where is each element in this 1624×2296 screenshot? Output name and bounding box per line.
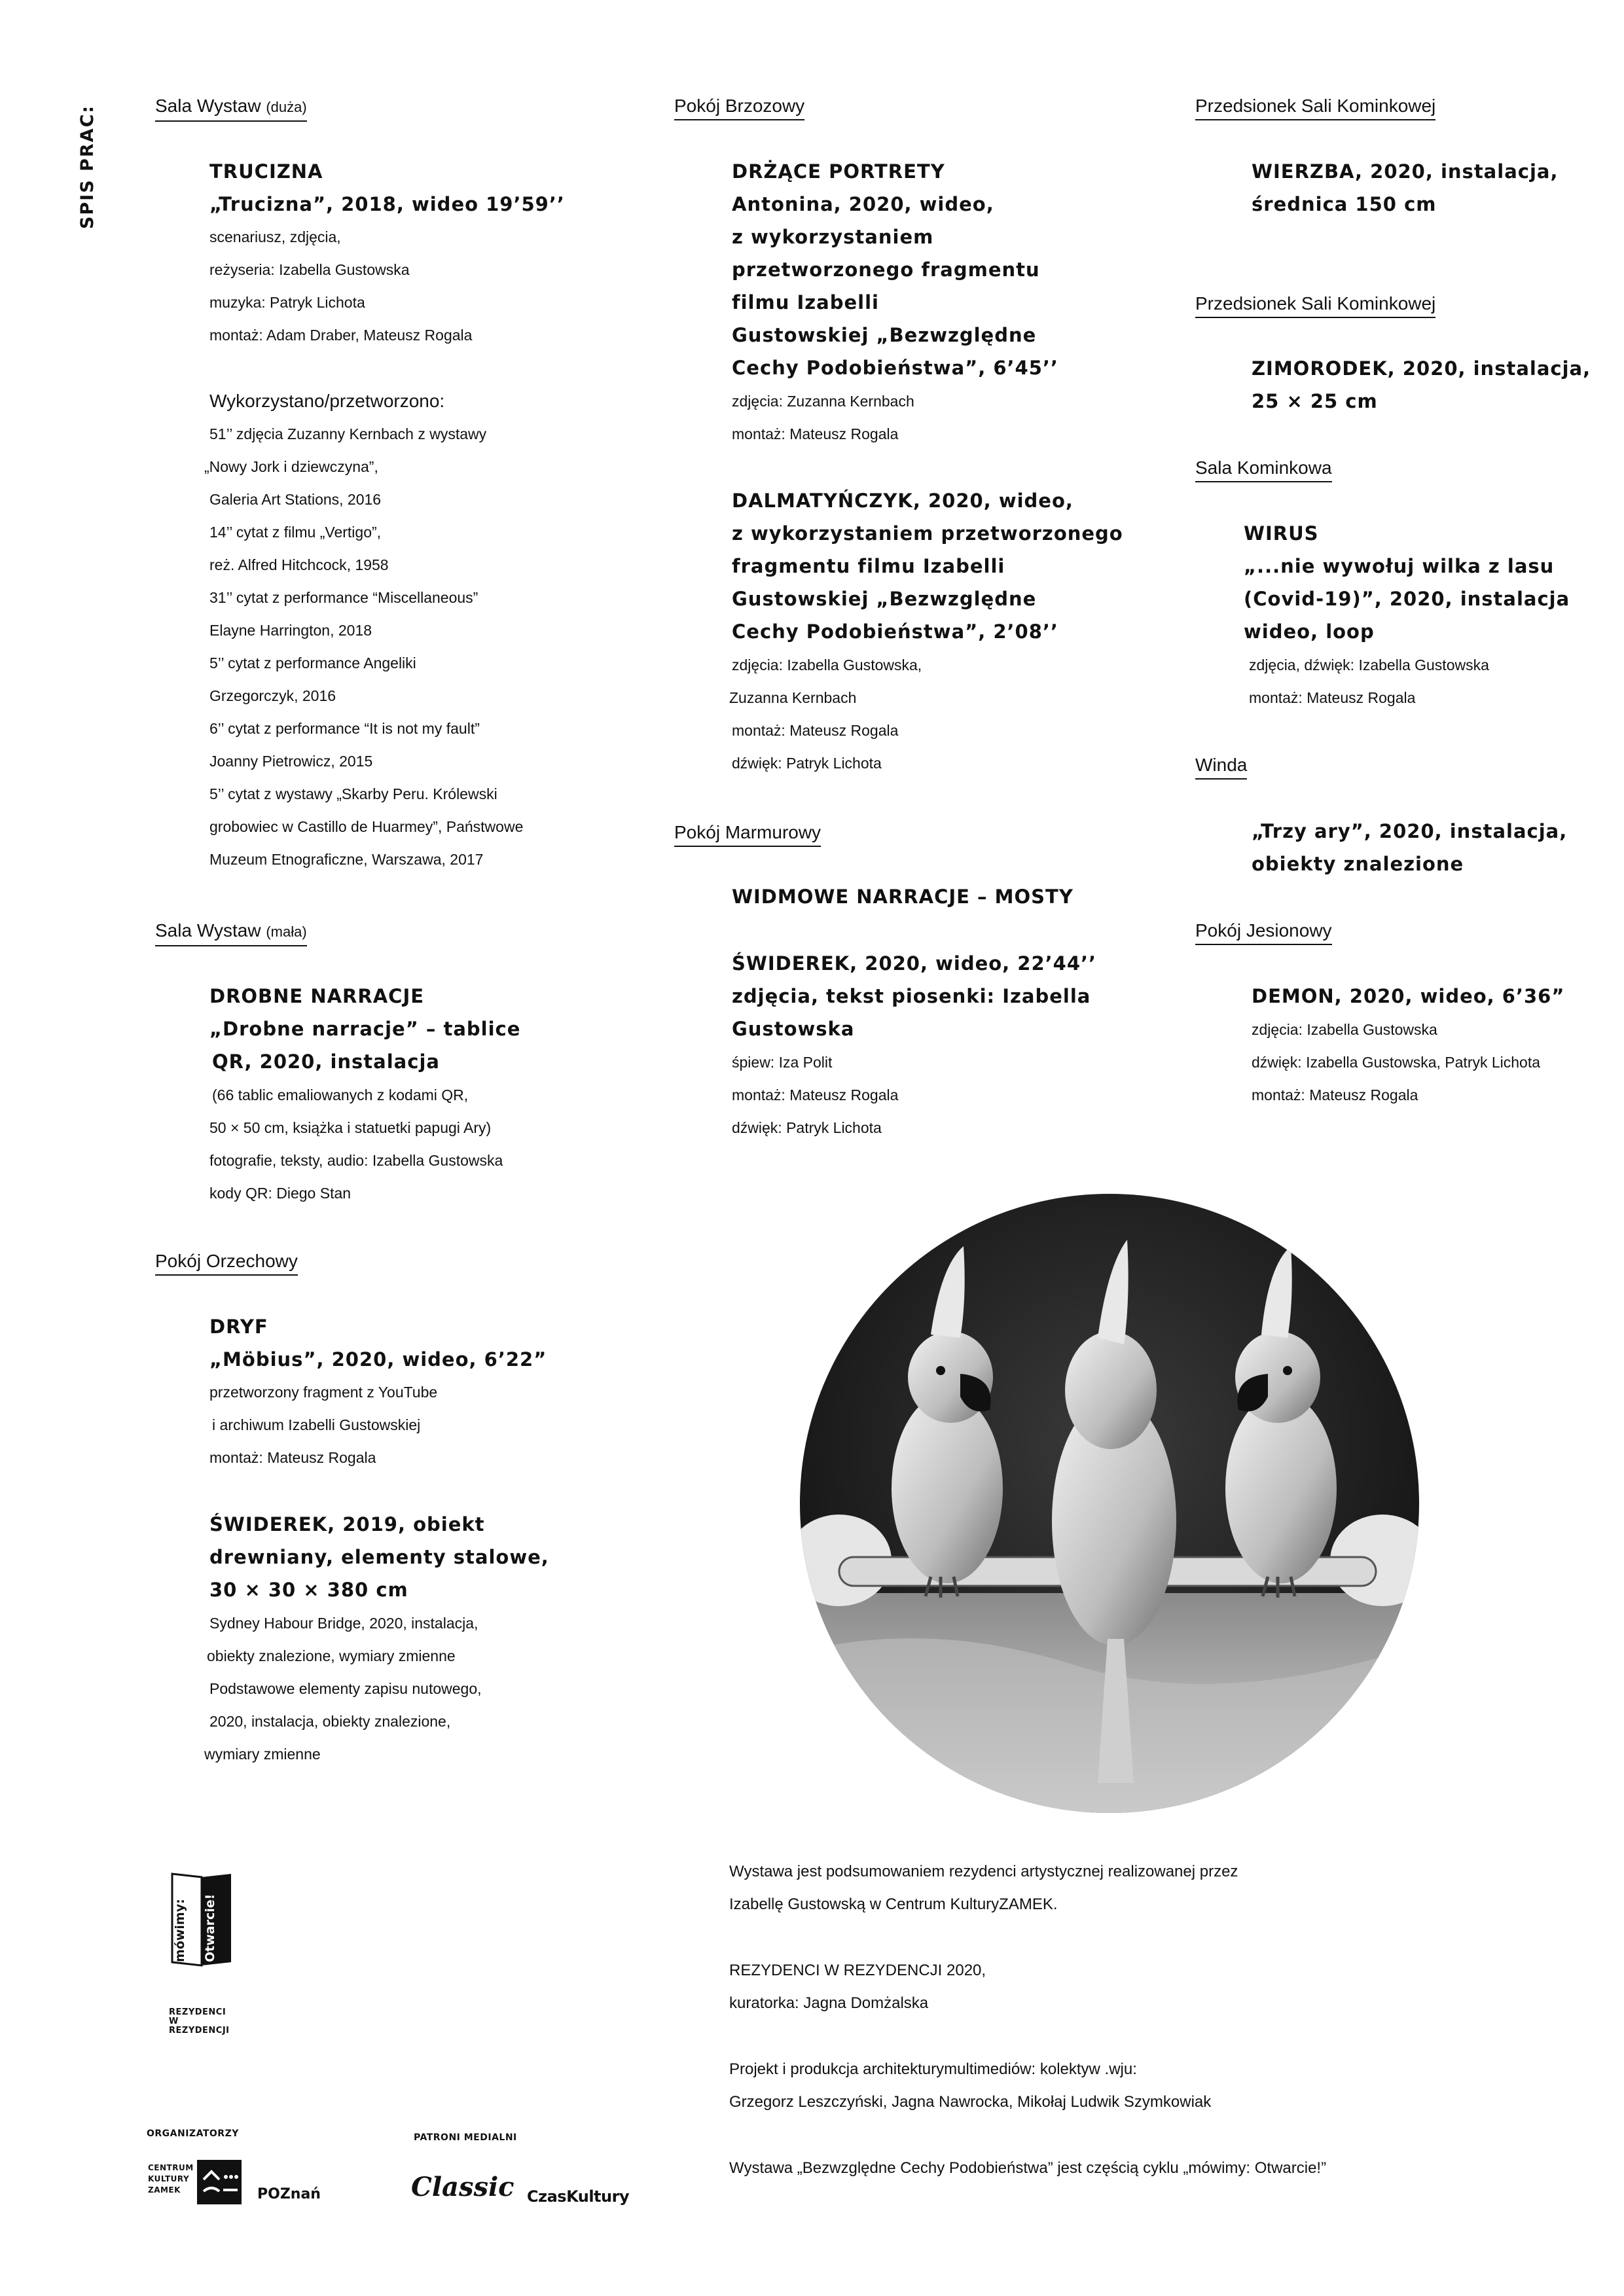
section-heading: Pokój Jesionowy [1195,920,1332,945]
work-title: DALMATYŃCZYK, 2020, wideo, [732,490,1074,512]
work-title: „Drobne narracje” – tablice [209,1018,521,1040]
credit-line: przetworzony fragment z YouTube [209,1384,438,1401]
classic-logo: Classic [411,2172,514,2202]
footer-line: REZYDENCI W REZYDENCJI 2020, [729,1962,986,1979]
footer-line: Wystawa jest podsumowaniem rezydenci artystycznej realizowanej przez [729,1863,1238,1880]
section-heading: Przedsionek Sali Kominkowej [1195,95,1435,120]
work-title: drewniany, elementy stalowe, [209,1546,549,1568]
credit-line: zdjęcia: Izabella Gustowska, [732,656,922,673]
used-line: „Nowy Jork i dziewczyna”, [204,458,378,475]
parrots-illustration [800,1194,1419,1813]
used-line: Grzegorczyk, 2016 [209,687,336,704]
used-line: Galeria Art Stations, 2016 [209,491,382,508]
work-title: „Möbius”, 2020, wideo, 6’22” [209,1348,547,1371]
organizers-label: ORGANIZATORZY [147,2128,239,2139]
credit-line: fotografie, teksty, audio: Izabella Gustowska [209,1152,503,1169]
work-title: ZIMORODEK, 2020, instalacja, [1252,357,1591,380]
credit-line: montaż: Mateusz Rogala [732,425,899,442]
work-head: WIDMOWE NARRACJE – MOSTY [732,886,1074,908]
footer-line: Grzegorz Leszczyński, Jagna Nawrocka, Mikołaj Ludwik Szymkowiak [729,2093,1212,2111]
work-head: TRUCIZNA [209,160,323,183]
work-title: przetworzonego fragmentu [732,259,1040,281]
used-line: 14’’ cytat z filmu „Vertigo”, [209,524,382,541]
credit-line: montaż: Mateusz Rogala [732,722,899,739]
work-head: DRŻĄCE PORTRETY [732,160,945,183]
section-heading: Pokój Marmurowy [674,821,821,847]
used-line: 5’’ cytat z wystawy „Skarby Peru. Królewski [209,785,497,802]
credit-line: montaż: Mateusz Rogala [732,1086,899,1103]
rezydenci-logo: REZYDENCI W REZYDENCJI [169,2007,230,2036]
work-title: „Trucizna”, 2018, wideo 19’59’’ [209,193,565,215]
work-head: DRYF [209,1316,268,1338]
work-title: „...nie wywołuj wilka z lasu [1244,555,1555,577]
mowimy-otwarcie-logo: mówimy: Otwarcie! [169,1871,234,1969]
work-title: ŚWIDEREK, 2019, obiekt [209,1513,485,1535]
credit-line: montaż: Mateusz Rogala [1249,689,1416,706]
credit-line: Podstawowe elementy zapisu nutowego, [209,1680,482,1697]
credit-line: montaż: Adam Draber, Mateusz Rogala [209,327,473,344]
credit-line: 2020, instalacja, obiekty znalezione, [209,1713,451,1730]
used-line: Joanny Pietrowicz, 2015 [209,753,373,770]
credit-line: muzyka: Patryk Lichota [209,294,365,311]
used-line: 51’’ zdjęcia Zuzanny Kernbach z wystawy [209,425,487,442]
credit-line: reżyseria: Izabella Gustowska [209,261,410,278]
work-title: (Covid-19)”, 2020, instalacja [1244,588,1570,610]
work-title: Cechy Podobieństwa”, 6’45’’ [732,357,1058,379]
work-title: Cechy Podobieństwa”, 2’08’’ [732,620,1058,643]
used-line: 6’’ cytat z performance “It is not my fault” [209,720,480,737]
section-heading: Sala Kominkowa [1195,457,1332,482]
section-heading: Pokój Orzechowy [155,1250,298,1276]
credit-line: i archiwum Izabelli Gustowskiej [212,1416,421,1433]
credit-line: dźwięk: Patryk Lichota [732,755,882,772]
used-line: grobowiec w Castillo de Huarmey”, Państwowe [209,818,524,835]
credit-line: zdjęcia: Izabella Gustowska [1252,1021,1437,1038]
used-line: 5’’ cytat z performance Angeliki [209,655,416,672]
section-heading: Sala Wystaw (duża) [155,95,307,122]
work-title: DEMON, 2020, wideo, 6’36” [1252,985,1565,1007]
work-title: QR, 2020, instalacja [212,1050,440,1073]
parrots-photo [800,1194,1419,1813]
work-title: Gustowskiej „Bezwzględne [732,588,1037,610]
credit-line: Zuzanna Kernbach [729,689,857,706]
work-title: ŚWIDEREK, 2020, wideo, 22’44’’ [732,952,1097,975]
credit-line: zdjęcia: Zuzanna Kernbach [732,393,914,410]
work-title: Gustowska [732,1018,855,1040]
media-patrons-label: PATRONI MEDIALNI [414,2132,517,2143]
used-line: Muzeum Etnograficzne, Warszawa, 2017 [209,851,484,868]
work-title: Gustowskiej „Bezwzględne [732,324,1037,346]
footer-line: Wystawa „Bezwzględne Cechy Podobieństwa” jest częścią cyklu „mówimy: Otwarcie!” [729,2159,1327,2177]
work-title: z wykorzystaniem [732,226,934,248]
czas-kultury-logo: CzasKultury [527,2187,630,2206]
vertical-label: SPIS PRAC: [77,104,98,229]
work-title: 25 × 25 cm [1252,390,1378,412]
credit-line: Sydney Habour Bridge, 2020, instalacja, [209,1615,478,1632]
work-head: DROBNE NARRACJE [209,985,425,1007]
credit-line: 50 × 50 cm, książka i statuetki papugi Ary) [209,1119,492,1136]
credit-line: scenariusz, zdjęcia, [209,228,341,245]
footer-line: Izabellę Gustowską w Centrum KulturyZAMEK. [729,1895,1058,1913]
work-title: fragmentu filmu Izabelli [732,555,1005,577]
used-heading: Wykorzystano/przetworzono: [209,391,445,411]
credit-line: montaż: Mateusz Rogala [1252,1086,1418,1103]
section-heading: Winda [1195,754,1247,780]
used-line: Elayne Harrington, 2018 [209,622,372,639]
credit-line: dźwięk: Izabella Gustowska, Patryk Lichota [1252,1054,1541,1071]
poznan-logo: POZnań [257,2186,321,2202]
credit-line: (66 tablic emaliowanych z kodami QR, [212,1086,469,1103]
ck-zamek-logo: CENTRUM KULTURY ZAMEK [148,2160,243,2204]
footer-line: Projekt i produkcja architekturymultimediów: kolektyw .wju: [729,2060,1137,2078]
work-title: 30 × 30 × 380 cm [209,1579,408,1601]
work-title: wideo, loop [1244,620,1375,643]
ck-zamek-mark [197,2160,242,2204]
work-title: obiekty znalezione [1252,853,1464,875]
section-heading: Sala Wystaw (mała) [155,920,307,946]
work-title: średnica 150 cm [1252,193,1437,215]
credit-line: zdjęcia, dźwięk: Izabella Gustowska [1249,656,1489,673]
credit-line: śpiew: Iza Polit [732,1054,833,1071]
used-line: 31’’ cytat z performance “Miscellaneous” [209,589,478,606]
credit-line: obiekty znalezione, wymiary zmienne [207,1647,456,1664]
used-line: reż. Alfred Hitchcock, 1958 [209,556,389,573]
footer-line: kuratorka: Jagna Domżalska [729,1994,929,2012]
work-head: WIRUS [1244,522,1319,545]
work-title: „Trzy ary”, 2020, instalacja, [1252,820,1568,842]
section-heading: Pokój Brzozowy [674,95,804,120]
section-heading: Przedsionek Sali Kominkowej [1195,293,1435,318]
work-title: Antonina, 2020, wideo, [732,193,994,215]
work-title: z wykorzystaniem przetworzonego [732,522,1123,545]
credit-line: kody QR: Diego Stan [209,1185,352,1202]
work-title: WIERZBA, 2020, instalacja, [1252,160,1559,183]
work-title: filmu Izabelli [732,291,879,314]
credit-line: wymiary zmienne [204,1746,321,1763]
credit-line: dźwięk: Patryk Lichota [732,1119,882,1136]
credit-line: montaż: Mateusz Rogala [209,1449,376,1466]
work-title: zdjęcia, tekst piosenki: Izabella [732,985,1091,1007]
